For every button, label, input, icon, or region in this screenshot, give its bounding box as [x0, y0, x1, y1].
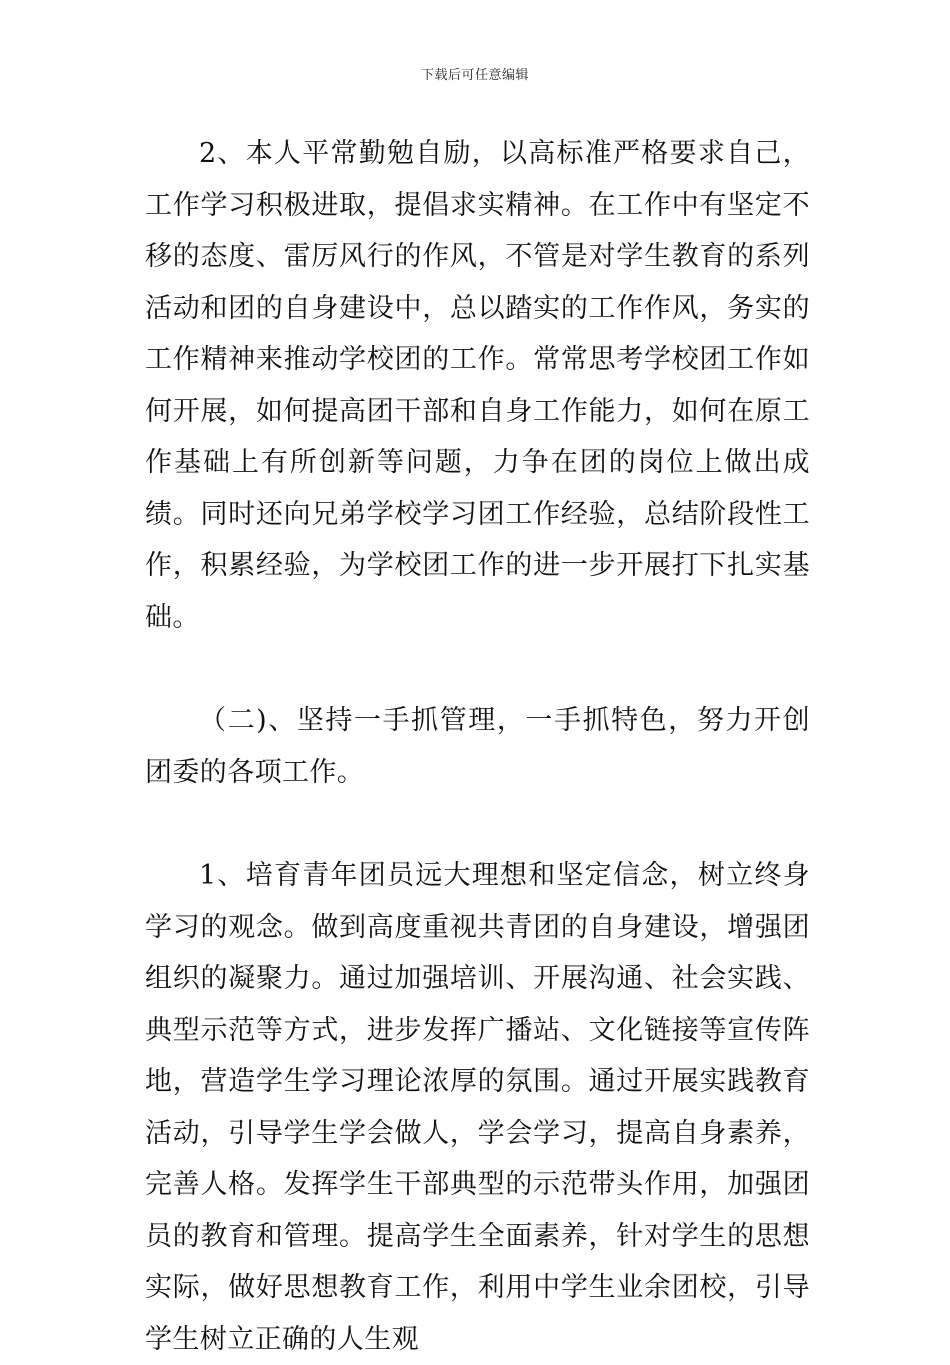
section-heading-management: （二)、坚持一手抓管理，一手抓特色，努力开创团委的各项工作。 — [145, 705, 810, 788]
document-body — [145, 128, 810, 1365]
paragraph-cultivate-ideals: 1、培育青年团员远大理想和坚定信念，树立终身学习的观念。做到高度重视共青团的自身建设，增强团组织的凝聚力。通过加强培训、开展沟通、社会实践、典型示范等方式，进步发挥广播站、文化链接等宣传阵地，营造学生学习理论浓厚的氛围。通过开展实践教育活动，引导学生学会做人，学会学习，提高自身素养，完善人格。发挥学生干部典型的示范带头作用，加强团员的教育和管理。提高学生全面素养，针对学生的思想实际，做好思想教育工作，利用中学生业余团校，引导学生树立正确的人生观 — [145, 860, 810, 1355]
page-header: 下载后可任意编辑 — [420, 68, 529, 83]
paragraph-spacer — [145, 643, 810, 695]
paragraph-work-attitude: 2、本人平常勤勉自励，以高标准严格要求自己，工作学习积极进取，提倡求实精神。在工作中有坚定不移的态度、雷厉风行的作风，不管是对学生教育的系列活动和团的自身建设中，总以踏实的工作作风，务实的工作精神来推动学校团的工作。常常思考学校团工作如何开展，如何提高团干部和自身工作能力，如何在原工作基础上有所创新等问题，力争在团的岗位上做出成绩。同时还向兄弟学校学习团工作经验，总结阶段性工作，积累经验，为学校团工作的进一步开展打下扎实基础。 — [145, 138, 810, 633]
paragraph-spacer — [145, 798, 810, 850]
